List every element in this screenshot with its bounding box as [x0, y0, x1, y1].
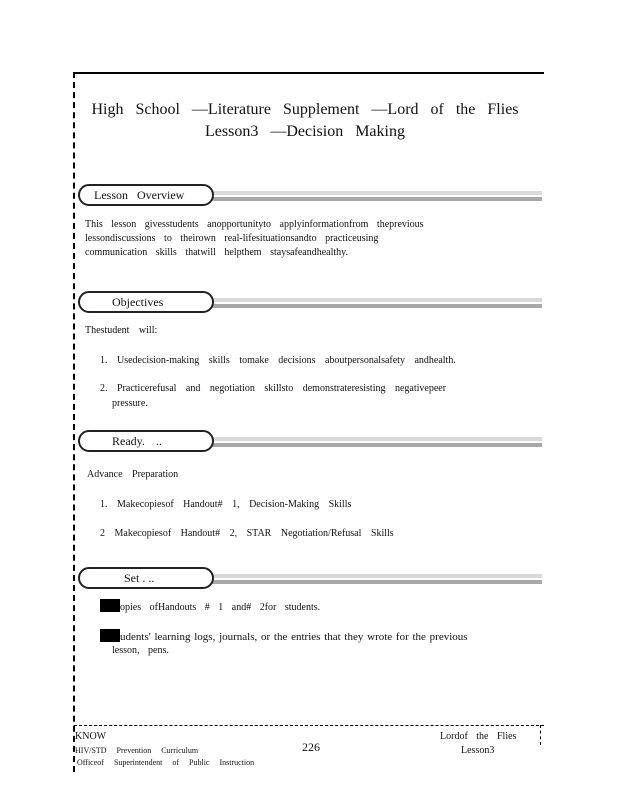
list-text-continued: pressure.: [112, 398, 148, 409]
section-pill: [78, 184, 214, 206]
page-frame-left: [73, 72, 75, 772]
overview-paragraph: [85, 218, 505, 260]
section-pill: [78, 291, 214, 313]
section-pill: [78, 567, 214, 589]
list-number: 1.: [100, 499, 108, 510]
footer-left-title: KNOW: [75, 731, 107, 742]
ready-item: [100, 497, 500, 512]
section-header-set: [78, 567, 542, 593]
footer-right-lesson: Lesson3: [461, 745, 495, 756]
list-text: Usedecision-making skills tomake decisions aboutpersonalsafety andhealth.: [117, 355, 456, 366]
overview-line: This lesson givesstudents anopportunityto applyinformationfrom theprevious: [85, 219, 424, 230]
list-number: 1.: [100, 355, 108, 366]
section-header-ready: [78, 430, 542, 456]
section-label-ready: Ready. ..: [112, 434, 162, 448]
section-stripe: [198, 296, 542, 312]
list-text: Makecopiesof Handout# 1, Decision-Making Skills: [117, 499, 352, 510]
page-frame-top: [74, 72, 544, 74]
footer-left-office: Officeof Superintendent of Public Instruction: [77, 758, 255, 767]
set-item: [100, 599, 320, 615]
page-frame-right: [540, 725, 541, 745]
set-item-text: udents' learning logs, journals, or the entries that they wrote for the previous: [120, 631, 468, 643]
redaction-block: [100, 629, 120, 642]
section-stripe: [198, 435, 542, 451]
objective-item: [100, 381, 500, 411]
document-title: High School —Literature Supplement —Lord of the Flies: [91, 101, 519, 118]
overview-line: communication skills thatwill helpthem staysafeandhealthy.: [85, 247, 349, 258]
section-pill: [78, 430, 214, 452]
footer-left-curriculum: HIV/STD Prevention Curriculum: [75, 746, 199, 755]
list-number: 2.: [100, 383, 108, 394]
section-header-objectives: [78, 291, 542, 317]
list-text: Makecopiesof Handout# 2, STAR Negotiation/Refusal Skills: [114, 528, 394, 539]
list-number: 2: [100, 528, 105, 539]
section-stripe: [198, 572, 542, 588]
section-stripe: [198, 189, 542, 205]
list-text: Practicerefusal and negotiation skillsto demonstrateresisting negativepeer: [117, 383, 447, 394]
section-label-overview: Lesson Overview: [94, 188, 185, 202]
ready-subheading: Advance Preparation: [87, 469, 179, 480]
set-item: [100, 629, 468, 658]
section-label-set: Set . ..: [124, 571, 155, 585]
objective-item: [100, 353, 500, 368]
overview-line: lessondiscussions to theirown real-lifesituationsandto practiceusing: [85, 233, 379, 244]
set-item-text: opies ofHandouts # 1 and# 2for students.: [120, 602, 321, 613]
footer-right-title: Lordof the Flies: [440, 731, 517, 742]
page-number: 226: [302, 740, 320, 754]
set-item-text-continued: lesson, pens.: [112, 645, 169, 656]
document-subtitle: Lesson3 —Decision Making: [205, 123, 405, 140]
ready-item: [100, 526, 500, 541]
section-label-objectives: Objectives: [112, 295, 164, 309]
page-frame-bottom: [74, 725, 544, 726]
section-header-overview: [78, 184, 542, 210]
objectives-intro: Thestudent will:: [85, 325, 158, 336]
redaction-block: [100, 599, 120, 612]
